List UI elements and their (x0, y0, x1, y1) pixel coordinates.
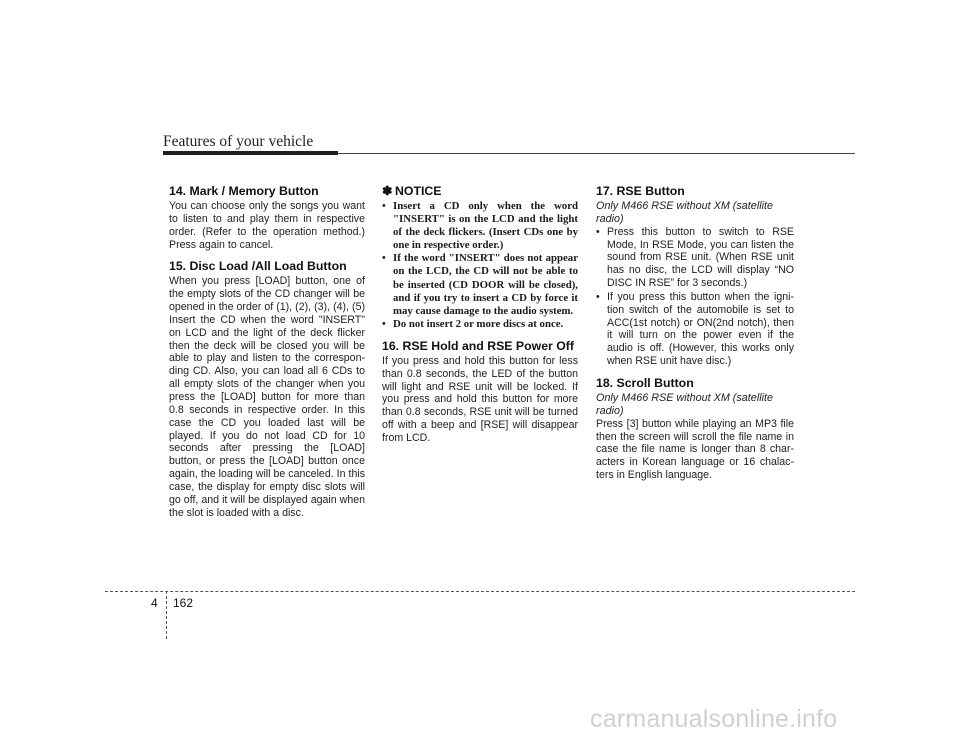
chapter-number: 4 (151, 596, 158, 610)
notice-heading (382, 184, 578, 199)
page-number: 162 (173, 596, 194, 610)
section-14-title: 14. Mark / Memory Button (169, 184, 319, 198)
section-17-list (596, 226, 794, 368)
column-left (169, 184, 365, 519)
list-item: • If you press this button when the igni-tion switch of the automobile is set to ACC(1st notch) or ON(2nd notch), then it will turn on the power even if the audio is off. (However, this works only when RSE unit have disc.) (596, 290, 794, 368)
column-right (596, 184, 794, 482)
notice-list (382, 200, 578, 331)
watermark: carmanualsonline.info (590, 705, 838, 733)
header-title: Features of your vehicle (163, 133, 314, 150)
section-17-title: 17. RSE Button (596, 184, 685, 198)
footer-rule (105, 591, 855, 592)
notice-title: NOTICE (395, 184, 442, 198)
footer-divider (166, 591, 167, 639)
section-18-subtitle: Only M466 RSE without XM (satellite radio) (596, 391, 774, 417)
section-17-subtitle: Only M466 RSE without XM (satellite radio) (596, 200, 774, 225)
section-18-body: Press [3] button while playing an MP3 file then the screen will scroll the file name in case the file name is longer than 8 char-acters in Korean language or 16 chalac-ters in English language. (596, 417, 794, 482)
notice-item: • Insert a CD only when the word "INSERT" is on the LCD and the light of the deck flickers. (Insert CDs one by one in respective order.) (382, 200, 578, 252)
section-14-body: You can choose only the songs you want to listen to and play them in respective order. (Refer to the operation method.) Press again to cancel. (169, 200, 365, 251)
header-bar (163, 151, 338, 155)
notice-item: • Do not insert 2 or more discs at once. (382, 317, 564, 330)
column-middle (382, 184, 578, 445)
section-18-title: 18. Scroll Button (596, 375, 694, 390)
header-rule (338, 153, 855, 154)
section-15-title: 15. Disc Load /All Load Button (169, 259, 347, 274)
notice-item: • If the word "INSERT" does not appear on the LCD, the CD will not be able to be inserted (CD DOOR will be closed), and if you try to insert a CD by force it may cause damage to the audio system. (382, 252, 578, 317)
section-16-body: If you press and hold this button for less than 0.8 seconds, the LED of the button will light and RSE unit will be locked. If you press and hold this button for more than 0.8 seconds, RSE unit will be turned off with a beep and [RSE] will disappear from LCD. (382, 354, 578, 444)
list-item: • Press this button to switch to RSE Mode, In RSE Mode, you can listen the sound from RSE unit. (When RSE unit has no disc, the LCD will display “NO DISC IN RSE” for 3 seconds.) (596, 225, 794, 290)
notice-star-icon: ✽ (382, 184, 393, 198)
section-15-body: When you press [LOAD] button, one of the empty slots of the CD changer will be opened in the order of (1), (2), (3), (4), (5) Insert the CD when the word "INSERT" on LCD and the light of the deck flicker then the deck will be closed you will be able to play and listen to the correspon-ding CD. Also, you can load all 6 CDs to all empty slots of the changer when you press the [LOAD] button for more than 0.8 seconds in respective order. In this case the CD you loaded last will be played. If you do not load CD for 10 seconds after pressing the [LOAD] button, or press the [LOAD] button once again, the loading will be canceled. In this case, the display for empty disc slots will go off, and it will be displayed again when the slot is loaded with a disc. (169, 275, 365, 519)
section-16-title: 16. RSE Hold and RSE Power Off (382, 338, 575, 353)
